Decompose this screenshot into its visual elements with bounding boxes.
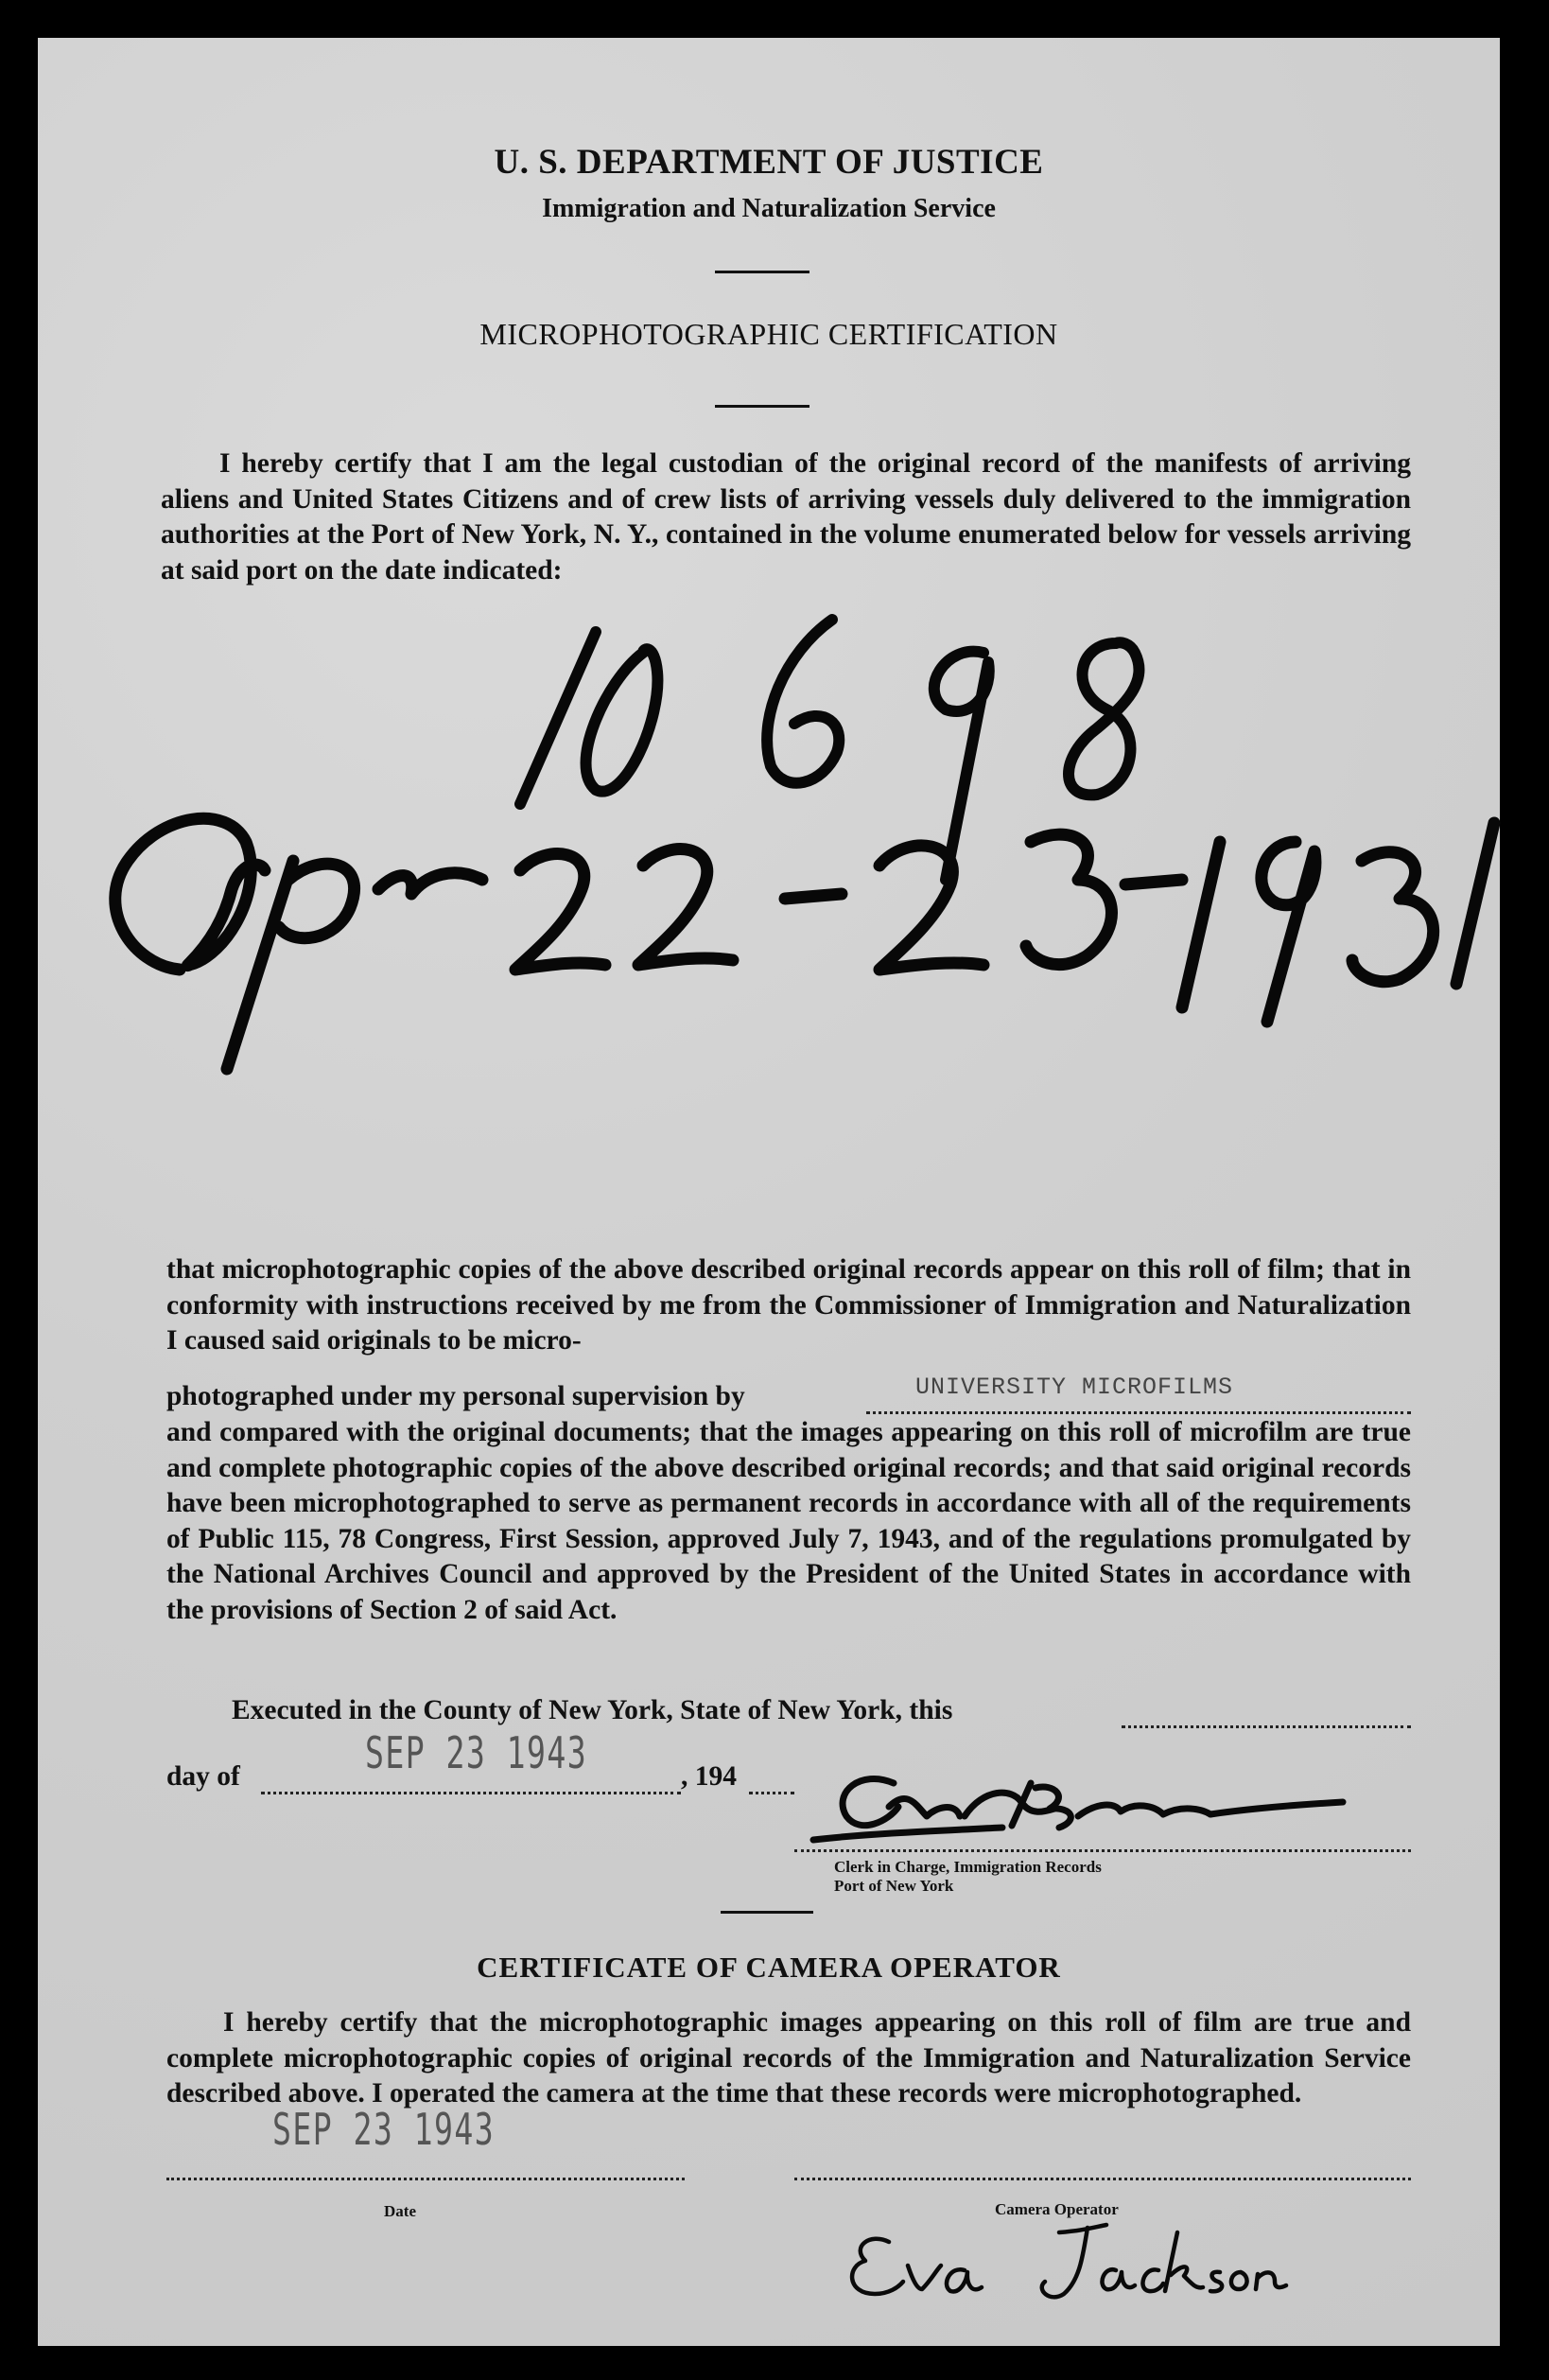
supervisor-name: UNIVERSITY MICROFILMS xyxy=(915,1374,1234,1401)
clerk-signature-line xyxy=(794,1830,1411,1852)
service-subheading: Immigration and Naturalization Service xyxy=(542,194,996,223)
divider xyxy=(721,1911,813,1914)
year-prefix: , 194 xyxy=(681,1761,737,1792)
department-heading: U. S. DEPARTMENT OF JUSTICE xyxy=(494,143,1044,182)
supervision-label: photographed under my personal supervision by xyxy=(166,1381,745,1411)
date-label: Date xyxy=(384,2202,416,2220)
clerk-title-1: Clerk in Charge, Immigration Records xyxy=(834,1858,1102,1876)
operator-line xyxy=(794,2159,1411,2180)
year-blank xyxy=(749,1773,794,1794)
date-line xyxy=(166,2159,685,2180)
certification-title: MICROPHOTOGRAPHIC CERTIFICATION xyxy=(479,317,1058,351)
camera-operator-title: CERTIFICATE OF CAMERA OPERATOR xyxy=(477,1951,1061,1984)
certification-body-2: and compared with the original documents; that the images appearing on this roll of microfilm are true and complete photographic copies of the above described original records; and that said original records have been microphotographed to serve as permanent records in accordance with all of the requirements of Public 115, 78 Congress, First Session, approved July 7, 1943, and of the regulations promulgated by the National Archives Council and approved by the President of the United States in accordance with the provisions of Section 2 of said Act. xyxy=(166,1417,1411,1625)
date-stamp: SEP 23 1943 xyxy=(365,1727,588,1778)
certification-intro: I hereby certify that I am the legal custodian of the original record of the manifests of arriving aliens and United States Citizens and of crew lists of arriving vessels duly delivered to the immigration authorities at the Port of New York, N. Y., contained in the volume enumerated below for vessels arriving at said port on the date indicated: xyxy=(161,448,1411,586)
clerk-title-2: Port of New York xyxy=(834,1877,954,1895)
handwritten-date xyxy=(38,38,1500,1173)
camera-operator-text: I hereby certify that the microphotographic images appearing on this roll of film are true and complete microphotographic copies of original records of the Immigration and Naturalization Service described above. I operated the camera at the time that these records were microphotographed. xyxy=(166,2007,1411,2109)
executed-blank xyxy=(1122,1706,1411,1728)
executed-text: Executed in the County of New York, State of New York, this xyxy=(232,1695,953,1725)
day-of-label: day of xyxy=(166,1761,240,1792)
certificate-sheet xyxy=(38,38,1500,2346)
operator-label: Camera Operator xyxy=(995,2200,1119,2218)
operator-signature xyxy=(832,2214,1324,2318)
certification-body-1: that microphotographic copies of the above described original records appear on this roll of film; that in conformity with instructions received by me from the Commissioner of Immigration and Naturalization I caused said originals to be micro- xyxy=(166,1254,1411,1356)
operator-date-stamp: SEP 23 1943 xyxy=(272,2104,496,2155)
